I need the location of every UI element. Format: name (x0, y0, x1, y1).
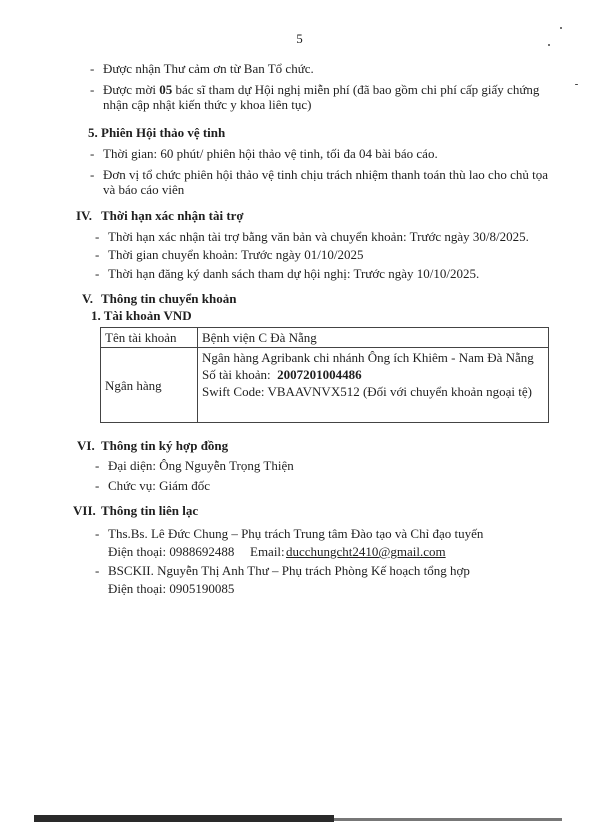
section-heading: Thông tin chuyển khoản (101, 291, 237, 306)
bullet-text: Thời hạn đăng ký danh sách tham dự hội nghị: Trước ngày 10/10/2025. (108, 266, 480, 281)
contact-name: Ths.Bs. Lê Đức Chung – Phụ trách Trung tâm Đào tạo và Chỉ đạo tuyến (108, 526, 484, 541)
bullet-text: Được mời 05 bác sĩ tham dự Hội nghị miễn phí (đã bao gồm chi phí cấp giấy chứng (103, 82, 540, 97)
bullet-dash: - (90, 146, 95, 161)
section-heading: Thông tin ký hợp đồng (101, 438, 229, 453)
bank-account-table (100, 327, 549, 423)
table-cell-value: Bệnh viện C Đà Nẵng (198, 328, 549, 348)
bullet-text: Đơn vị tổ chức phiên hội thảo vệ tinh chịu trách nhiệm thanh toán thù lao cho chủ tọa (103, 167, 548, 182)
section-heading: 5. Phiên Hội thảo vệ tinh (88, 125, 226, 140)
bullet-text: Thời hạn xác nhận tài trợ bằng văn bản và chuyển khoản: Trước ngày 30/8/2025. (108, 229, 529, 244)
bullet-dash: - (95, 478, 100, 493)
bullet-dash: - (95, 229, 100, 244)
bullet-text-cont: và báo cáo viên (103, 182, 185, 197)
section-heading: Thời hạn xác nhận tài trợ (101, 208, 244, 223)
swift-code-line: Swift Code: VBAAVNVX512 (Đối với chuyển khoản ngoại tệ) (202, 384, 532, 399)
bullet-text: Thời gian: 60 phút/ phiên hội thảo vệ tinh, tối đa 04 bài báo cáo. (103, 146, 438, 161)
bullet-dash: - (95, 247, 100, 262)
bank-name: Ngân hàng Agribank chi nhánh Ông ích Khiêm - Nam Đà Nẵng (202, 350, 534, 365)
contact-email-link[interactable]: ducchungcht2410@gmail.com (286, 544, 446, 559)
section-numeral: VI. (77, 438, 95, 453)
sub-heading: 1. Tài khoản VND (91, 308, 192, 323)
scan-edge-bar (334, 818, 562, 821)
scan-speck (560, 27, 562, 29)
table-cell-label: Tên tài khoản (101, 328, 198, 348)
table-cell-label: Ngân hàng (101, 348, 198, 423)
scan-speck (575, 84, 578, 85)
section-numeral: V. (82, 291, 93, 306)
bullet-text-cont: nhận cập nhật kiến thức y khoa liên tục) (103, 97, 312, 112)
section-heading: Thông tin liên lạc (101, 503, 199, 518)
bullet-text: Được nhận Thư cảm ơn từ Ban Tổ chức. (103, 61, 314, 76)
scan-speck (548, 44, 550, 46)
contact-phone: Điện thoại: 0905190085 (108, 581, 235, 596)
table-cell-value (198, 348, 549, 423)
contact-phone: Điện thoại: 0988692488 (108, 544, 235, 559)
account-number-line: Số tài khoản: 2007201004486 (202, 367, 362, 382)
bullet-text: Chức vụ: Giám đốc (108, 478, 211, 493)
bullet-text: Thời gian chuyển khoản: Trước ngày 01/10/2025 (108, 247, 364, 262)
bullet-dash: - (95, 563, 100, 578)
bullet-dash: - (95, 526, 100, 541)
section-numeral: VII. (73, 503, 96, 518)
bullet-dash: - (95, 266, 100, 281)
table-row (101, 348, 549, 423)
contact-name: BSCKII. Nguyễn Thị Anh Thư – Phụ trách Phòng Kế hoạch tổng hợp (108, 563, 470, 578)
section-numeral: IV. (76, 208, 93, 223)
bullet-dash: - (90, 82, 95, 97)
scan-edge-bar (34, 815, 334, 822)
contact-email-label: Email: (250, 544, 285, 559)
bullet-dash: - (90, 167, 95, 182)
bullet-dash: - (90, 61, 95, 76)
bullet-dash: - (95, 458, 100, 473)
page-number: 5 (296, 31, 303, 46)
bullet-text: Đại diện: Ông Nguyễn Trọng Thiện (108, 458, 294, 473)
table-row (101, 328, 549, 348)
